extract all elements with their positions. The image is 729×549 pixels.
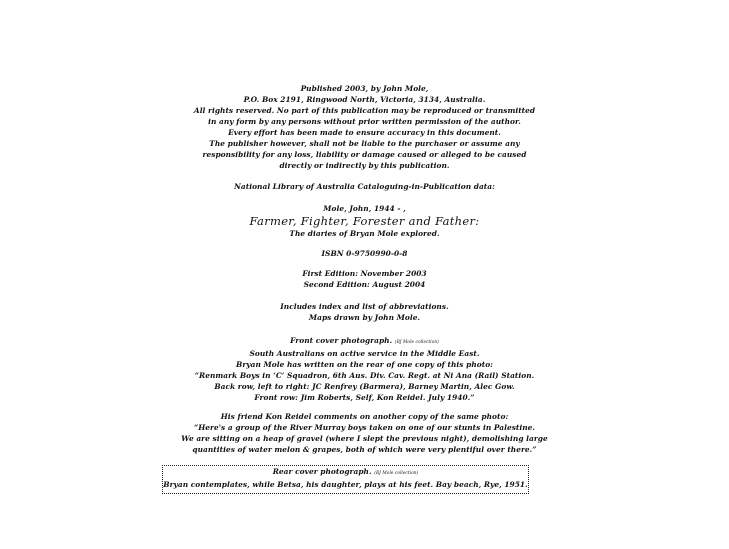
friend-comment-line: quantities of water melon & grapes, both of which were very plentiful over there.” (192, 445, 537, 454)
friend-comment-block (0, 411, 729, 455)
front-cover-collection: (BJ Mole collection) (394, 340, 439, 345)
publisher-line: responsibility for any loss, liability or damage caused or alleged to be caused (202, 150, 527, 159)
isbn: ISBN 0-9750990-0-8 (321, 249, 408, 258)
edition-line: First Edition: November 2003 (302, 269, 427, 278)
rear-cover-caption: Bryan contemplates, while Betsa, his daughter, plays at his feet. Bay beach, Rye, 1951. (163, 480, 528, 489)
rear-cover-box (162, 465, 529, 494)
author-line: Mole, John, 1944 - , (323, 204, 406, 213)
publisher-line: Every effort has been made to ensure accuracy in this document. (228, 128, 501, 137)
publisher-line: Published 2003, by John Mole, (300, 84, 429, 93)
friend-comment-line: His friend Kon Reidel comments on another copy of the same photo: (220, 412, 509, 421)
includes-block (0, 301, 729, 323)
editions-block (0, 268, 729, 290)
includes-line: Maps drawn by John Mole. (308, 313, 421, 322)
front-cover-line: South Australians on active service in the Middle East. (249, 349, 480, 358)
publisher-line: in any form by any persons without prior written permission of the author. (208, 117, 521, 126)
book-subtitle: The diaries of Bryan Mole explored. (289, 229, 440, 238)
rear-cover-collection: (BJ Mole collection) (374, 471, 419, 476)
front-cover-line: Back row, left to right: JC Renfrey (Barmera), Barney Martin, Alec Gow. (214, 382, 515, 391)
front-cover-line: “Renmark Boys in ‘C’ Squadron, 6th Aus. Div. Cav. Regt. at Ni Ana (Rail) Station. (194, 371, 535, 380)
front-cover-heading-line (0, 335, 729, 348)
front-cover-heading: Front cover photograph. (290, 336, 393, 345)
publisher-line: The publisher however, shall not be liable to the purchaser or assume any (209, 139, 520, 148)
publisher-block (0, 83, 729, 171)
isbn-block (0, 248, 729, 259)
nla-heading: National Library of Australia Cataloguing-in-Publication data: (234, 182, 495, 191)
nla-block (0, 181, 729, 192)
includes-line: Includes index and list of abbreviations. (280, 302, 449, 311)
rear-cover-heading-line (163, 466, 528, 479)
publisher-line: P.O. Box 2191, Ringwood North, Victoria, 3134, Australia. (243, 95, 486, 104)
front-cover-line: Front row: Jim Roberts, Self, Kon Reidel. July 1940.” (254, 393, 475, 402)
edition-line: Second Edition: August 2004 (303, 280, 426, 289)
friend-comment-line: “Here's a group of the River Murray boys taken on one of our stunts in Palestine. (193, 423, 536, 432)
publisher-line: All rights reserved. No part of this publication may be reproduced or transmitted (193, 106, 536, 115)
book-title: Farmer, Fighter, Forester and Father: (249, 214, 480, 228)
rear-cover-heading: Rear cover photograph. (272, 467, 372, 476)
front-cover-block (0, 335, 729, 403)
friend-comment-line: We are sitting on a heap of gravel (where I slept the previous night), demolishing large (181, 434, 548, 443)
publisher-line: directly or indirectly by this publication. (279, 161, 450, 170)
catalogue-block (0, 203, 729, 239)
front-cover-line: Bryan Mole has written on the rear of one copy of this photo: (236, 360, 493, 369)
